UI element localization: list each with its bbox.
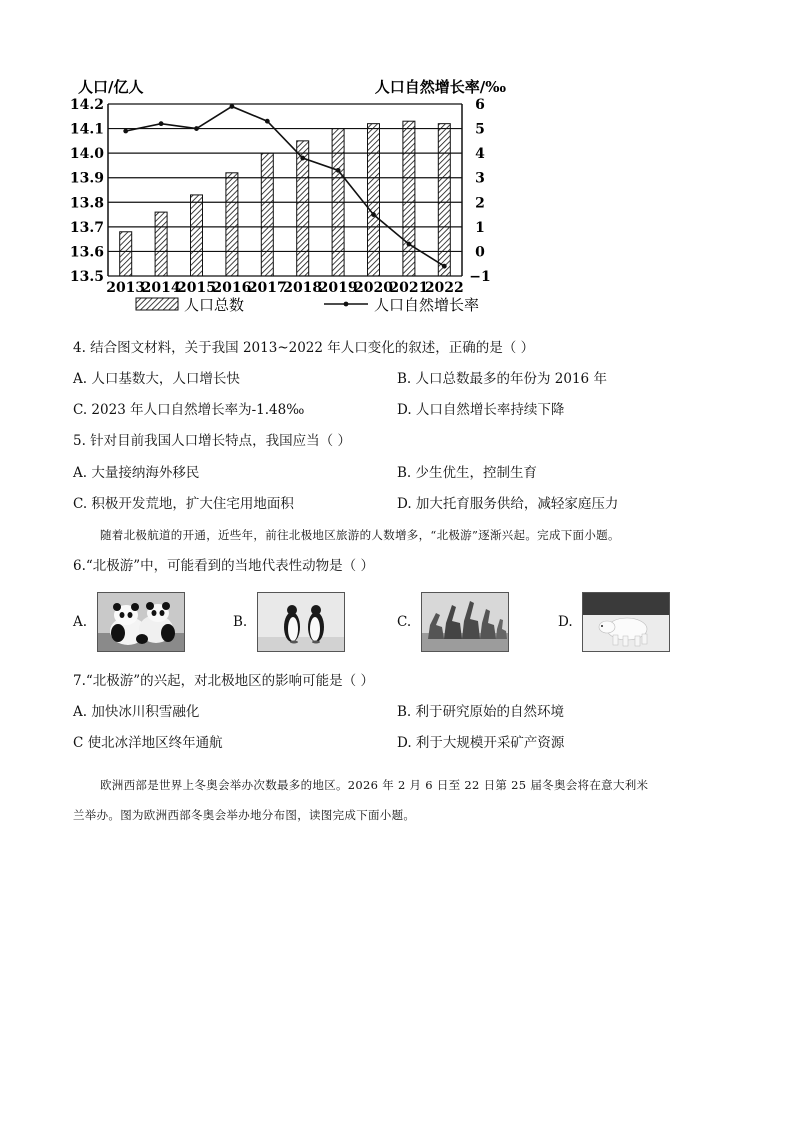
q6-option-a-label: A.	[73, 614, 88, 630]
growth-rate-point	[194, 126, 199, 131]
q5-option-d[interactable]: D. 加大托育服务供给，减轻家庭压力	[397, 496, 619, 512]
growth-rate-point	[371, 212, 376, 217]
q7-stem: 7.“北极游”的兴起，对北极地区的影响可能是（ ）	[73, 673, 374, 689]
y-left-tick-label: 14.0	[69, 146, 104, 163]
q5-stem: 5. 针对目前我国人口增长特点，我国应当（ ）	[73, 433, 351, 449]
q7-option-c[interactable]: C 使北冰洋地区终年通航	[73, 735, 223, 751]
x-tick-label: 2014	[141, 280, 181, 296]
legend-line-marker	[344, 302, 349, 307]
legend-bar-swatch	[136, 298, 178, 310]
population-bar	[191, 195, 203, 276]
growth-rate-point	[265, 119, 270, 124]
y-right-tick-label: 1	[475, 219, 485, 236]
growth-rate-line	[126, 106, 445, 266]
x-tick-label: 2017	[247, 280, 287, 296]
legend-line-label: 人口自然增长率	[374, 296, 480, 314]
q7-option-a[interactable]: A. 加快冰川积雪融化	[73, 704, 200, 720]
q5-option-c[interactable]: C. 积极开发荒地，扩大住宅用地面积	[73, 496, 294, 512]
population-chart-svg	[69, 74, 516, 324]
x-tick-label: 2019	[318, 280, 358, 296]
growth-rate-point	[300, 156, 305, 161]
y-left-tick-label: 13.6	[69, 244, 104, 261]
y-right-tick-label: −1	[469, 269, 491, 285]
x-tick-label: 2020	[354, 280, 393, 296]
q6-option-b-label: B.	[233, 614, 248, 630]
q5-option-a[interactable]: A. 大量接纳海外移民	[73, 465, 200, 481]
y-left-tick-label: 14.1	[69, 121, 104, 138]
population-bar	[403, 121, 415, 276]
y-right-axis-title: 人口自然增长率/‰	[374, 78, 506, 96]
q6-option-d-label: D.	[558, 614, 573, 630]
y-left-axis-title: 人口/亿人	[78, 78, 144, 96]
y-right-tick-label: 3	[475, 170, 485, 187]
q6-stem: 6.“北极游”中，可能看到的当地代表性动物是（ ）	[73, 558, 374, 574]
y-right-tick-label: 2	[475, 195, 485, 212]
y-left-tick-label: 13.7	[69, 219, 104, 236]
population-bar	[368, 124, 380, 276]
population-bar	[155, 212, 167, 276]
population-bar	[120, 232, 132, 276]
legend-bar-label: 人口总数	[184, 296, 245, 314]
population-bar	[332, 129, 344, 276]
growth-rate-point	[442, 264, 447, 269]
q6-option-c-label: C.	[397, 614, 412, 630]
growth-rate-point	[159, 121, 164, 126]
x-tick-label: 2016	[212, 280, 252, 296]
y-left-tick-label: 13.8	[69, 195, 104, 212]
population-bar	[438, 124, 450, 276]
y-left-tick-label: 13.9	[69, 170, 104, 187]
passage-winter-olympics-line1: 欧洲西部是世界上冬奥会举办次数最多的地区。2026 年 2 月 6 日至 22 日第 25 届冬奥会将在意大利米	[100, 778, 649, 792]
growth-rate-point	[123, 129, 128, 134]
q7-option-b[interactable]: B. 利于研究原始的自然环境	[397, 704, 565, 720]
population-bar	[297, 141, 309, 276]
panda-photo-icon	[97, 592, 185, 652]
passage-arctic: 随着北极航道的开通，近些年，前往北极地区旅游的人数增多，“北极游”逐渐兴起。完成下面小题。	[100, 528, 620, 542]
polar-bear-photo-icon	[582, 592, 670, 652]
x-tick-label: 2022	[424, 280, 464, 296]
penguin-photo-icon	[257, 592, 345, 652]
y-left-tick-label: 14.2	[69, 97, 104, 113]
q5-option-b[interactable]: B. 少生优生，控制生育	[397, 465, 538, 481]
y-right-tick-label: 5	[475, 121, 485, 138]
x-tick-label: 2015	[177, 280, 216, 296]
y-right-tick-label: 4	[475, 146, 485, 163]
growth-rate-point	[336, 168, 341, 173]
q4-option-b[interactable]: B. 人口总数最多的年份为 2016 年	[397, 371, 607, 387]
y-left-tick-label: 13.5	[69, 269, 104, 285]
q4-option-c[interactable]: C. 2023 年人口自然增长率为-1.48‰	[73, 402, 305, 418]
q4-stem: 4. 结合图文材料，关于我国 2013~2022 年人口变化的叙述，正确的是（ ）	[73, 340, 535, 356]
q4-option-d[interactable]: D. 人口自然增长率持续下降	[397, 402, 565, 418]
population-bar	[261, 153, 273, 276]
q7-option-d[interactable]: D. 利于大规模开采矿产资源	[397, 735, 565, 751]
y-right-tick-label: 6	[475, 97, 485, 113]
q4-option-a[interactable]: A. 人口基数大，人口增长快	[73, 371, 240, 387]
growth-rate-point	[407, 242, 412, 247]
x-tick-label: 2021	[389, 280, 429, 296]
x-tick-label: 2018	[283, 280, 323, 296]
y-right-tick-label: 0	[475, 244, 485, 261]
giraffe-photo-icon	[421, 592, 509, 652]
population-chart	[69, 74, 516, 324]
growth-rate-point	[230, 104, 235, 109]
x-tick-label: 2013	[106, 280, 146, 296]
passage-winter-olympics-line2: 兰举办。图为欧洲西部冬奥会举办地分布图，读图完成下面小题。	[73, 808, 416, 822]
population-bar	[226, 173, 238, 276]
